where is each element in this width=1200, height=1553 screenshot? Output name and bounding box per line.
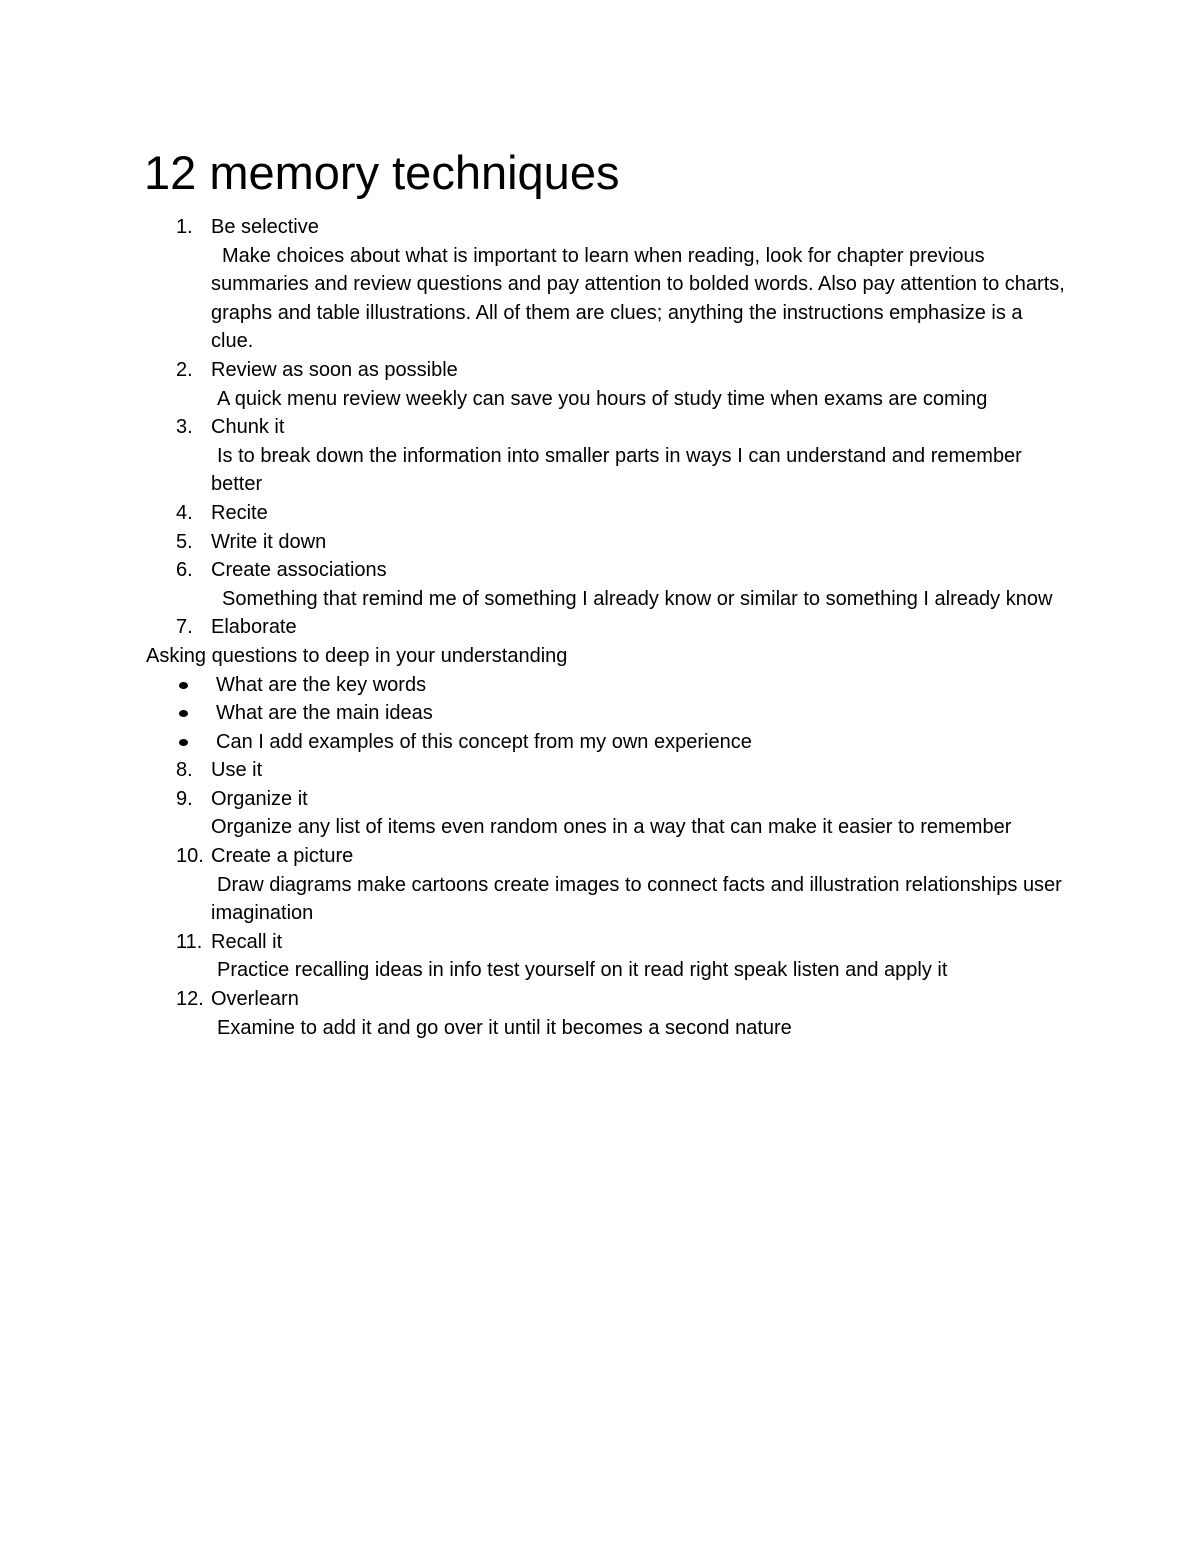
list-item-description: Make choices about what is important to learn when reading, look for chapter previous summaries and review questions and pay attention to bolded words. Also pay attention to charts, graphs and table illustrations. All of them are clues; anything the instructions emphasize is a clue. (211, 244, 1065, 353)
list-number: 8. (176, 759, 193, 782)
list-item-description: Something that remind me of something I already know or similar to something I already know (222, 587, 1053, 610)
list-item (146, 528, 1066, 557)
list-item-description: Is to break down the information into smaller parts in ways I can understand and remember better (211, 444, 1022, 496)
list-item (146, 985, 1066, 1014)
list-number: 10. (176, 845, 204, 868)
list-number: 5. (176, 530, 193, 553)
bullet-item (146, 699, 1066, 728)
list-item-label: Elaborate (211, 616, 297, 639)
list-item-label: Overlearn (211, 988, 299, 1011)
bullet-text: What are the main ideas (216, 702, 433, 725)
list-item (146, 842, 1066, 871)
list-item (146, 556, 1066, 585)
elaborate-note: Asking questions to deep in your understanding (146, 644, 568, 667)
list-item-label: Create associations (211, 559, 387, 582)
list-item-label: Use it (211, 759, 263, 782)
list-number: 9. (176, 787, 193, 810)
list-item (146, 413, 1066, 442)
list-item (146, 613, 1066, 642)
list-item-description: Examine to add it and go over it until it becomes a second nature (217, 1016, 792, 1039)
bullet-text: What are the key words (216, 673, 427, 696)
document-body (146, 213, 1066, 1042)
list-item-description: Practice recalling ideas in info test yourself on it read right speak listen and apply it (217, 959, 948, 982)
list-item-label: Be selective (211, 216, 319, 238)
list-item (146, 785, 1066, 814)
list-item-label: Write it down (211, 530, 327, 553)
list-item (146, 213, 1066, 242)
list-number: 12. (176, 988, 204, 1011)
list-number: 4. (176, 501, 193, 524)
list-item-label: Review as soon as possible (211, 358, 458, 381)
list-item (146, 499, 1066, 528)
list-item-description: Organize any list of items even random ones in a way that can make it easier to remember (211, 816, 1012, 839)
bullet-text: Can I add examples of this concept from my own experience (216, 730, 752, 753)
bullet-icon (179, 710, 188, 717)
list-number: 7. (176, 616, 193, 639)
list-item-label: Recall it (211, 930, 283, 953)
list-item-label: Recite (211, 501, 268, 524)
bullet-item (146, 671, 1066, 700)
list-item-label: Create a picture (211, 845, 354, 868)
bullet-item (146, 728, 1066, 757)
list-item-label: Organize it (211, 787, 308, 810)
list-number: 6. (176, 559, 193, 582)
list-number: 2. (176, 358, 193, 381)
list-item (146, 756, 1066, 785)
list-number: 1. (176, 216, 193, 238)
list-item (146, 928, 1066, 957)
list-item (146, 356, 1066, 385)
list-item-label: Chunk it (211, 416, 285, 439)
list-item-description: Draw diagrams make cartoons create images to connect facts and illustration relationships user imagination (211, 873, 1062, 925)
bullet-icon (179, 739, 188, 746)
bullet-icon (179, 682, 188, 689)
page-title: 12 memory techniques (144, 146, 620, 199)
list-number: 3. (176, 416, 193, 439)
list-item-description: A quick menu review weekly can save you hours of study time when exams are coming (217, 387, 988, 410)
list-number: 11. (176, 930, 203, 953)
